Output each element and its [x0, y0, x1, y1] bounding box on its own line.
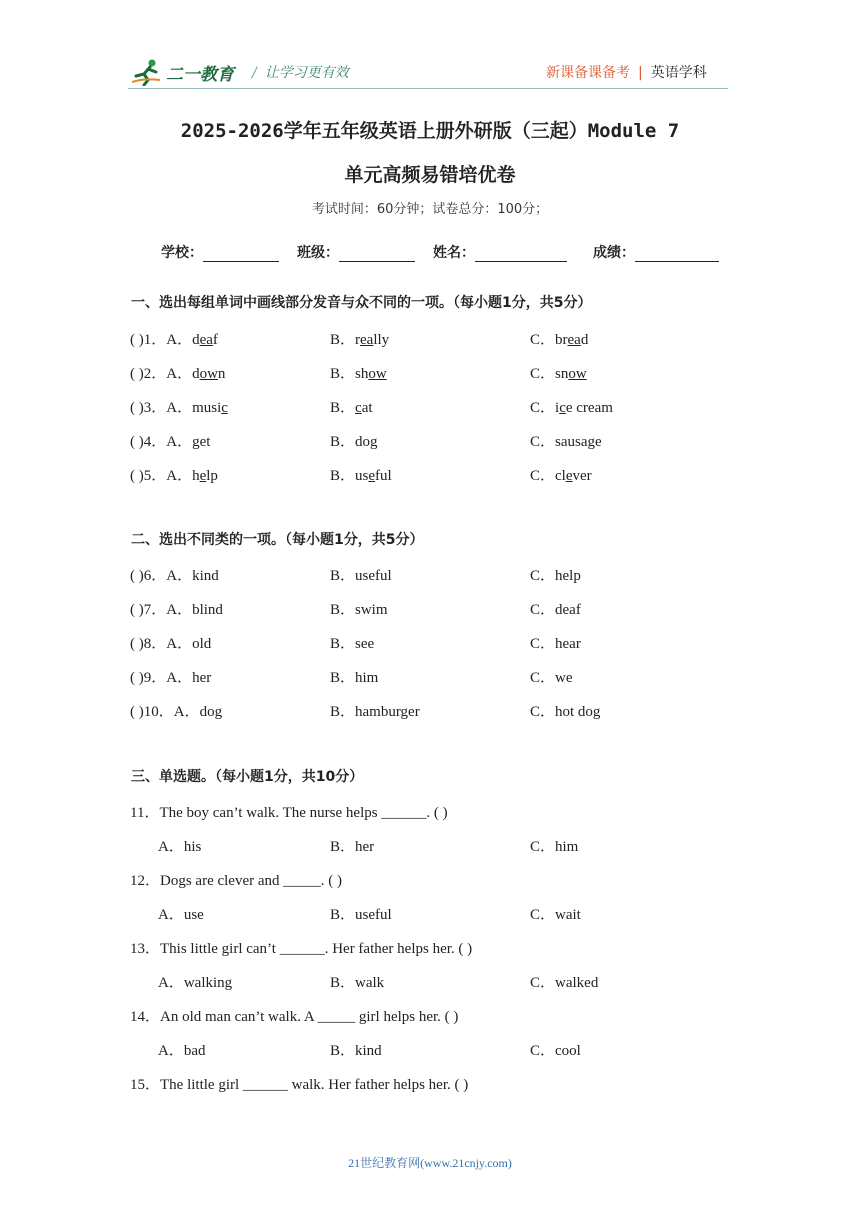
option-b: B．useful — [330, 907, 392, 923]
option-b: B．kind — [330, 1043, 382, 1059]
question-row-option-a: ( )4．A．get — [130, 434, 211, 450]
underlined-letters: ow — [368, 366, 387, 382]
option-c: C．cool — [530, 1043, 581, 1059]
option-c: C．clever — [530, 468, 592, 484]
question-row-option-a: ( )1．A．deaf — [130, 332, 218, 348]
option-b: B．useful — [330, 568, 392, 584]
option-b: B．useful — [330, 468, 392, 484]
school-field[interactable]: 学校： — [161, 242, 279, 262]
section2-title: 二、选出不同类的一项。（每小题1分，共5分） — [131, 532, 424, 548]
option-c: C．hot dog — [530, 704, 601, 720]
question-text: 13．This little girl can’t ______. Her father helps her. ( ) — [130, 941, 473, 957]
option-c: C．walked — [530, 975, 599, 991]
question-row-option-a: ( )9．A．her — [130, 670, 212, 686]
underlined-letters: c — [355, 400, 362, 416]
runner-logo-icon — [132, 58, 162, 86]
header-tag-subject: 英语学科 — [650, 65, 707, 81]
slogan: / 让学习更有效 — [252, 65, 349, 81]
option-c: C．hear — [530, 636, 581, 652]
question-text: 14．An old man can’t walk. A _____ girl helps her. ( ) — [130, 1009, 459, 1025]
underlined-letters: ea — [567, 332, 581, 348]
option-b: B．walk — [330, 975, 385, 991]
option-b: B．see — [330, 636, 375, 652]
underlined-letters: ow — [568, 366, 587, 382]
option-c: C．deaf — [530, 602, 581, 618]
brand-logo — [132, 58, 234, 86]
class-field[interactable]: 班级： — [297, 242, 415, 262]
underlined-letters: g — [587, 434, 595, 450]
option-b: B．hamburger — [330, 704, 420, 720]
section3-title: 三、单选题。（每小题1分，共10分） — [131, 769, 364, 785]
option-c: C．ice cream — [530, 400, 613, 416]
option-c: C．sausage — [530, 434, 602, 450]
option-c: C．bread — [530, 332, 589, 348]
doc-title-line1: 2025-2026学年五年级英语上册外研版（三起）Module 7 — [180, 120, 680, 142]
underlined-letters: ow — [199, 366, 218, 382]
logo-text: 二一教育 — [166, 64, 234, 85]
option-b: B．cat — [330, 400, 373, 416]
option-a: A．walking — [158, 975, 233, 991]
underlined-letters: e — [199, 468, 207, 484]
underlined-letters: g — [370, 434, 378, 450]
option-a: A．bad — [158, 1043, 206, 1059]
option-b: B．him — [330, 670, 379, 686]
underlined-letters: c — [559, 400, 566, 416]
underlined-letters: ea — [199, 332, 213, 348]
underlined-letters: g — [192, 434, 200, 450]
underlined-letters: c — [221, 400, 228, 416]
name-field[interactable]: 姓名： — [433, 242, 567, 262]
underlined-letters: e — [368, 468, 376, 484]
option-c: C．him — [530, 839, 579, 855]
question-row-option-a: ( )6．A．kind — [130, 568, 219, 584]
option-c: C．snow — [530, 366, 587, 382]
option-b: B．dog — [330, 434, 378, 450]
question-text: 15．The little girl ______ walk. Her father helps her. ( ) — [130, 1077, 469, 1093]
option-b: B．show — [330, 366, 387, 382]
question-row-option-a: ( )8．A．old — [130, 636, 212, 652]
option-b: B．her — [330, 839, 375, 855]
option-a: A．his — [158, 839, 202, 855]
option-b: B．really — [330, 332, 390, 348]
underlined-letters: e — [565, 468, 573, 484]
question-row-option-a: ( )3．A．music — [130, 400, 228, 416]
section1-title: 一、选出每组单词中画线部分发音与众不同的一项。（每小题1分，共5分） — [131, 295, 592, 311]
option-c: C．we — [530, 670, 573, 686]
score-field[interactable]: 成绩： — [593, 242, 719, 262]
doc-title-line2: 单元高频易错培优卷 — [344, 164, 516, 186]
question-row-option-a: ( )2．A．down — [130, 366, 226, 382]
header-tag-courses: 新课备课备考 — [546, 65, 630, 81]
question-row-option-a: ( )7．A．blind — [130, 602, 223, 618]
question-text: 12．Dogs are clever and _____. ( ) — [130, 873, 343, 889]
option-b: B．swim — [330, 602, 388, 618]
footer-source: 21世纪教育网(www.21cnjy.com) — [348, 1156, 512, 1170]
question-text: 11．The boy can’t walk. The nurse helps ______. ( ) — [130, 805, 448, 821]
exam-meta: 考试时间：60分钟；试卷总分：100分； — [311, 202, 549, 217]
option-a: A．use — [158, 907, 204, 923]
question-row-option-a: ( )10．A．dog — [130, 704, 223, 720]
header-divider — [128, 88, 728, 89]
underlined-letters: ea — [360, 332, 374, 348]
option-c: C．help — [530, 568, 581, 584]
header-right: 新课备课备考 | 英语学科 — [546, 65, 707, 81]
option-c: C．wait — [530, 907, 581, 923]
question-row-option-a: ( )5．A．help — [130, 468, 218, 484]
